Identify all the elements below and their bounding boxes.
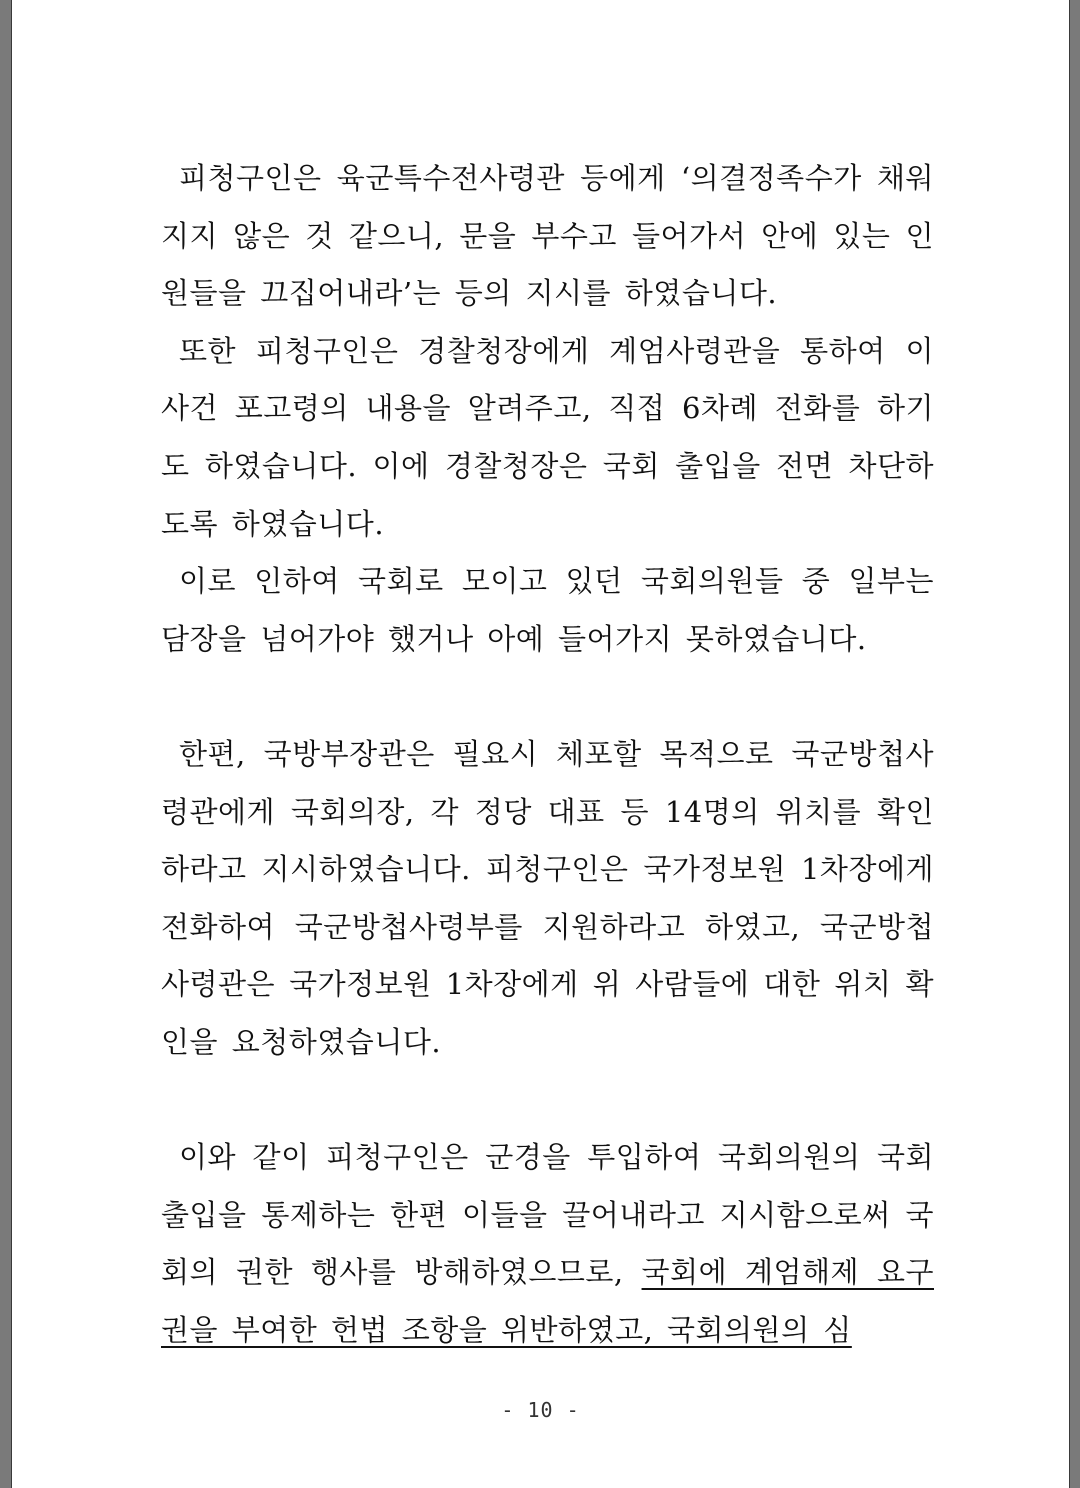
paragraph-spacer [161, 668, 934, 726]
conclusion-text: 이와 같이 피청구인은 군경을 투입하여 국회의원의 국회 출입을 통제하는 한편 이들을 끌어내라고 지시함으로써 국회의 권한 행사를 방해하였으므로, [161, 1140, 934, 1290]
page-number: - 10 - [501, 1398, 580, 1422]
paragraph-police-blockade: 또한 피청구인은 경찰청장에게 계엄사령관을 통하여 이 사건 포고령의 내용을 알려주고, 직접 6차례 전화를 하기도 하였습니다. 이에 경찰청장은 국회 출입을 전면 차단하도록 하였습니다. [161, 333, 934, 541]
conclusion-underlined-text: 국회에 계엄해제 요구권을 부여한 헌법 조항을 위반하였고, 국회의원의 심 [161, 1255, 934, 1347]
document-page [12, 0, 1069, 1488]
paragraph-order-to-drag-out: 피청구인은 육군특수전사령관 등에게 ‘의결정족수가 채워지지 않은 것 같으니, 문을 부수고 들어가서 안에 있는 인원들을 끄집어내라’는 등의 지시를 하였습니다. [161, 161, 934, 311]
paragraph-members-blocked: 이로 인하여 국회로 모이고 있던 국회의원들 중 일부는 담장을 넘어가야 했거나 아예 들어가지 못하였습니다. [161, 564, 934, 656]
paragraph-spacer [161, 1072, 934, 1130]
viewer-frame-right-edge [1069, 0, 1070, 1488]
document-body [161, 150, 934, 1359]
paragraph-conclusion [161, 1129, 934, 1359]
viewer-frame-right [1070, 0, 1080, 1488]
viewer-frame-left [0, 0, 11, 1488]
paragraph-location-tracking: 한편, 국방부장관은 필요시 체포할 목적으로 국군방첩사령관에게 국회의장, 각 정당 대표 등 14명의 위치를 확인하라고 지시하였습니다. 피청구인은 국가정보원 1차장에게 전화하여 국군방첩사령부를 지원하라고 하였고, 국군방첩사령관은 국가정보원 1차장에게 위 사람들에 대한 위치 확인을 요청하였습니다. [161, 736, 934, 1059]
